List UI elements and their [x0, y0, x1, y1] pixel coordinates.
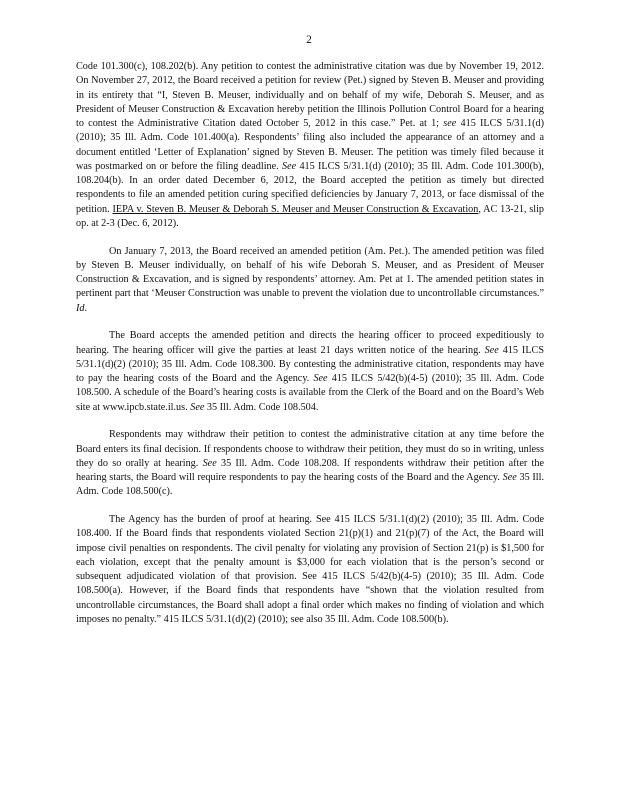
italic-signal: See: [202, 457, 217, 469]
text-segment: Code 101.300(c), 108.202(b). Any petition to contest the administrative citation was due by November 19, 2012. On November 27, 2012, the Board received a petition for review (Pet.) signed by Steven B. Meuser and providing in its entirety that “I, Steven B. Meuser, individually and on behalf of my wife, Deborah S. Meuser, and as President of Meuser Construction & Excavation hereby petition the Illinois Pollution Control Board for a hearing to contest the Administrative Citation dated October 5, 2012 in this case.” Pet. at 1;: [76, 61, 544, 129]
text-segment: The Agency has the burden of proof at hearing. See 415 ILCS 5/31.1(d)(2) (2010); 35 Ill. Adm. Code 108.400. If the Board finds that respondents violated Section 21(p)(1) and 21(p)(7) of the Act, the Board will impose civil penalties on respondents. The civil penalty for violating any provision of Section 21(p) is $1,500 for each violation, except that the penalty amount is $3,000 for each violation that is the person’s second or subsequent adjudicated violation of that provision. See 415 ILCS 5/42(b)(4-5) (2010); 35 Ill. Adm. Code 108.500(a). However, if the Board finds that respondents have “shown that the violation resulted from uncontrollable circumstances, the Board shall adopt a final order which makes no finding of violation and which imposes no penalty.” 415 ILCS 5/31.1(d)(2) (2010); see also 35 Ill. Adm. Code 108.500(b).: [76, 514, 544, 625]
italic-signal: Id: [76, 302, 85, 314]
paragraph-1: [76, 60, 544, 231]
italic-signal: See: [484, 344, 499, 356]
paragraph-3: [76, 329, 544, 415]
text-segment: , AC 13-21, slip op. at 2-3 (Dec. 6, 2012).: [76, 203, 544, 229]
text-segment: 415 ILCS 5/42(b)(4-5) (2010); 35 Ill. Adm. Code 108.500. A schedule of the Board’s hearing costs is available from the Clerk of the Board and on the Board’s Web site at www.ipcb.state.il.us.: [76, 373, 544, 413]
italic-signal: See: [502, 472, 517, 483]
paragraph-4: [76, 428, 544, 499]
italic-signal: see: [443, 118, 457, 129]
text-segment: .: [84, 302, 88, 314]
page-number: 2: [306, 34, 312, 46]
text-segment: On January 7, 2013, the Board received an amended petition (Am. Pet.). The amended petition was filed by Steven B. Meuser individually, on behalf of his wife Deborah S. Meuser, and as President of Meuser Construction & Excavation, and is signed by respondents’ attorney. Am. Pet at 1. The amended petition states in pertinent part that ‘Meuser Construction was unable to prevent the violation due to uncontrollable circumstances.”: [76, 245, 544, 300]
italic-signal: See: [313, 373, 328, 384]
text-segment: 415 ILCS 5/31.1(d) (2010); 35 Ill. Adm. Code 101.400(a). Respondents’ filing also included the appearance of an attorney and a document entitled ‘Letter of Explanation’ signed by Steven B. Meuser. The petition was timely filed because it was postmarked on or before the filing deadline.: [76, 118, 544, 172]
text-segment: Respondents may withdraw their petition to contest the administrative citation at any time before the Board enters its final decision. If respondents choose to withdraw their petition, they must do so in writing, unless they do so orally at hearing.: [76, 429, 544, 469]
text-segment: 415 ILCS 5/31.1(d) (2010); 35 Ill. Adm. Code 101.300(b), 108.204(b). In an order dated December 6, 2012, the Board accepted the petition as timely but directed respondents to file an amended petition curing specified deficiencies by January 7, 2013, or face dismissal of the petition.: [76, 160, 544, 215]
italic-signal: See: [282, 160, 297, 172]
case-citation: IEPA v. Steven B. Meuser & Deborah S. Meuser and Meuser Construction & Excavation: [112, 203, 479, 215]
text-segment: 35 Ill. Adm. Code 108.500(c).: [76, 472, 544, 498]
paragraph-2: [76, 245, 544, 316]
text-segment: 415 ILCS 5/31.1(d)(2) (2010); 35 Ill. Adm. Code 108.300. By contesting the administrative citation, respondents may have to pay the hearing costs of the Board and the Agency.: [76, 344, 545, 384]
text-segment: 35 Ill. Adm. Code 108.504.: [204, 401, 319, 413]
text-segment: The Board accepts the amended petition and directs the hearing officer to proceed expeditiously to hearing. The hearing officer will give the parties at least 21 days written notice of the hearing.: [76, 330, 544, 356]
body-text: [76, 60, 544, 641]
paragraph-5: [76, 513, 544, 627]
italic-signal: See: [190, 401, 205, 413]
text-segment: 35 Ill. Adm. Code 108.208. If respondents withdraw their petition after the hearing starts, the Board will require respondents to pay the hearing costs of the Board and the Agency.: [76, 457, 544, 483]
